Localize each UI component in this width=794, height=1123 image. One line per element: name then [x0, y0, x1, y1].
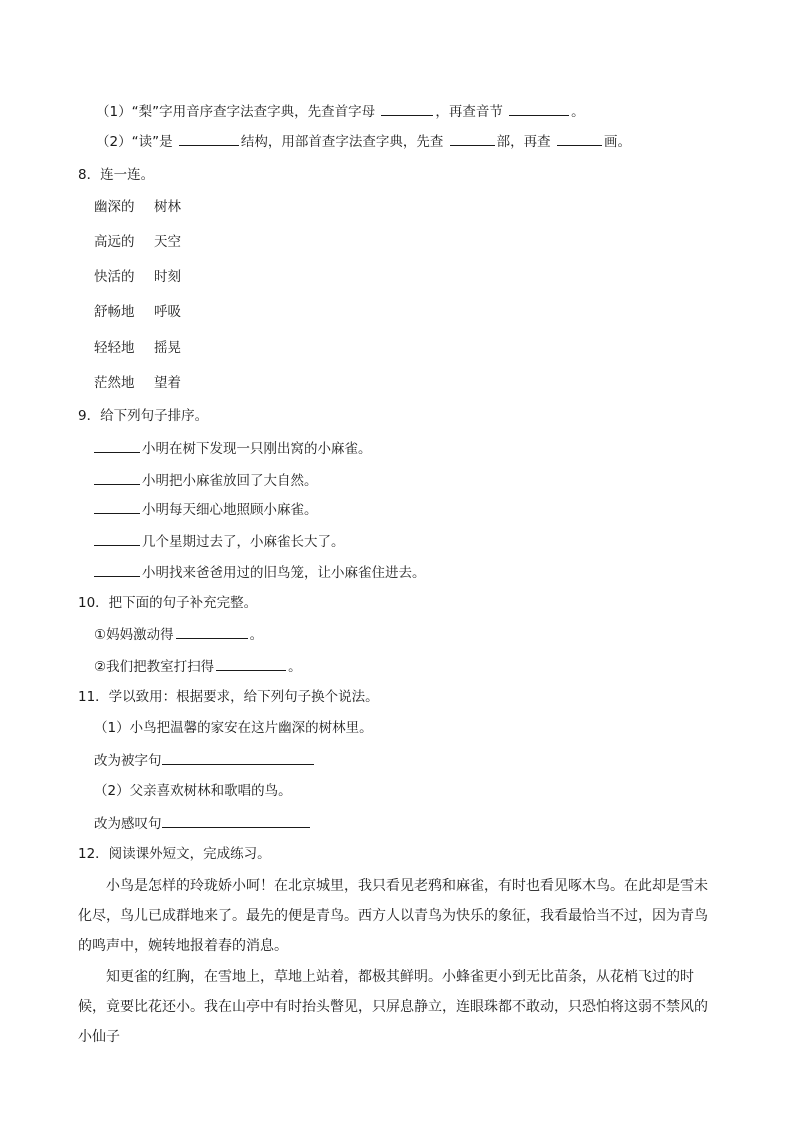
q10-item-text: ②我们把教室打扫得 — [94, 659, 215, 675]
q12-passage-paragraph-2: 知更雀的红胸，在雪地上，草地上站着，都极其鲜明。小蜂雀更小到无比苗条，从花梢飞过的时候，竟要比花还小。我在山亭中有时抬头瞥见，只屏息静立，连眼珠都不敢动，只恐怕将这弱不禁风的小仙子 — [78, 969, 708, 1045]
q9-item-text: 小明在树下发现一只刚出窝的小麻雀。 — [142, 441, 372, 457]
q9-item — [94, 531, 345, 552]
q9-item — [94, 499, 318, 520]
q11-answer-blank-1[interactable] — [162, 750, 314, 765]
q9-order-blank[interactable] — [94, 531, 140, 546]
q8-right-word: 树林 — [154, 199, 181, 215]
q11-task-2 — [94, 813, 312, 834]
q8-right-word: 天空 — [154, 234, 181, 250]
q7-part2-text-c: 部，再查 — [496, 134, 551, 150]
q7-part2-blank-1[interactable] — [179, 131, 239, 146]
q7-part2 — [96, 131, 631, 152]
q7-part1-blank-1[interactable] — [381, 101, 433, 116]
q8-left-word: 高远的 — [94, 234, 135, 250]
q8-left-word: 茫然地 — [94, 375, 135, 391]
q7-part1-text-a: （1）“梨”字用音序查字法查字典，先查首字母 — [96, 104, 376, 120]
q7-part2-text-a: （2）“读”是 — [96, 134, 173, 150]
q8-left-word: 轻轻地 — [94, 340, 135, 356]
q8-title: 8．连一连。 — [78, 167, 155, 183]
q9-title: 9．给下列句子排序。 — [78, 408, 209, 424]
q8-pair[interactable] — [94, 302, 181, 322]
q9-item — [94, 438, 372, 459]
q7-part2-text-d: 画。 — [603, 134, 631, 150]
q8-pair[interactable] — [94, 197, 181, 217]
q9-item-text: 小明把小麻雀放回了大自然。 — [142, 473, 318, 489]
q8-left-word: 舒畅地 — [94, 304, 135, 320]
q11-task-1 — [94, 750, 316, 771]
q11-task-2-label: 改为感叹句 — [94, 816, 162, 832]
q7-part2-blank-3[interactable] — [557, 131, 602, 146]
q8-pair[interactable] — [94, 232, 181, 252]
q12-title: 12．阅读课外短文，完成练习。 — [78, 846, 271, 862]
q7-part1-text-c: 。 — [571, 104, 585, 120]
q8-right-word: 摇晃 — [154, 340, 181, 356]
q10-item-text: ①妈妈激动得 — [94, 627, 174, 643]
q9-order-blank[interactable] — [94, 438, 140, 453]
q8-pair[interactable] — [94, 267, 181, 287]
q7-part1 — [96, 101, 585, 122]
q7-part1-blank-2[interactable] — [509, 101, 569, 116]
q11-answer-blank-2[interactable] — [162, 813, 310, 828]
q9-item — [94, 470, 318, 491]
q10-answer-blank[interactable] — [176, 624, 248, 639]
q8-pair[interactable] — [94, 338, 181, 358]
q8-left-word: 幽深的 — [94, 199, 135, 215]
q10-item — [94, 656, 302, 677]
q10-title: 10．把下面的句子补充完整。 — [78, 595, 258, 611]
q10-item-end: 。 — [249, 627, 264, 643]
q9-item — [94, 562, 426, 583]
q11-title: 11．学以致用：根据要求，给下列句子换个说法。 — [78, 689, 379, 705]
q8-pair[interactable] — [94, 373, 181, 393]
q11-task-1-label: 改为被字句 — [94, 753, 162, 769]
q11-sentence-1: （1）小鸟把温馨的家安在这片幽深的树林里。 — [94, 720, 373, 736]
q8-right-word: 时刻 — [154, 269, 181, 285]
q10-item — [94, 624, 263, 645]
q7-part2-text-b: 结构，用部首查字法查字典，先查 — [240, 134, 444, 150]
q8-right-word: 呼吸 — [154, 304, 181, 320]
q9-order-blank[interactable] — [94, 499, 140, 514]
q8-left-word: 快活的 — [94, 269, 135, 285]
q7-part1-text-b: ，再查音节 — [435, 104, 503, 120]
q10-item-end: 。 — [288, 659, 302, 675]
q11-sentence-2: （2）父亲喜欢树林和歌唱的鸟。 — [94, 783, 292, 799]
q9-order-blank[interactable] — [94, 470, 140, 485]
q9-item-text: 小明找来爸爸用过的旧鸟笼，让小麻雀住进去。 — [142, 565, 426, 581]
q10-answer-blank[interactable] — [216, 656, 286, 671]
q12-passage-paragraph-1: 小鸟是怎样的玲珑娇小呵！在北京城里，我只看见老鸦和麻雀，有时也看见啄木鸟。在此却是雪未化尽，鸟儿已成群地来了。最先的便是青鸟。西方人以青鸟为快乐的象征，我看最恰当不过，因为青鸟的鸣声中，婉转地报着春的消息。 — [78, 878, 708, 954]
q8-right-word: 望着 — [154, 375, 181, 391]
q9-order-blank[interactable] — [94, 562, 140, 577]
q7-part2-blank-2[interactable] — [450, 131, 495, 146]
q9-item-text: 几个星期过去了，小麻雀长大了。 — [142, 534, 345, 550]
q9-item-text: 小明每天细心地照顾小麻雀。 — [142, 502, 318, 518]
